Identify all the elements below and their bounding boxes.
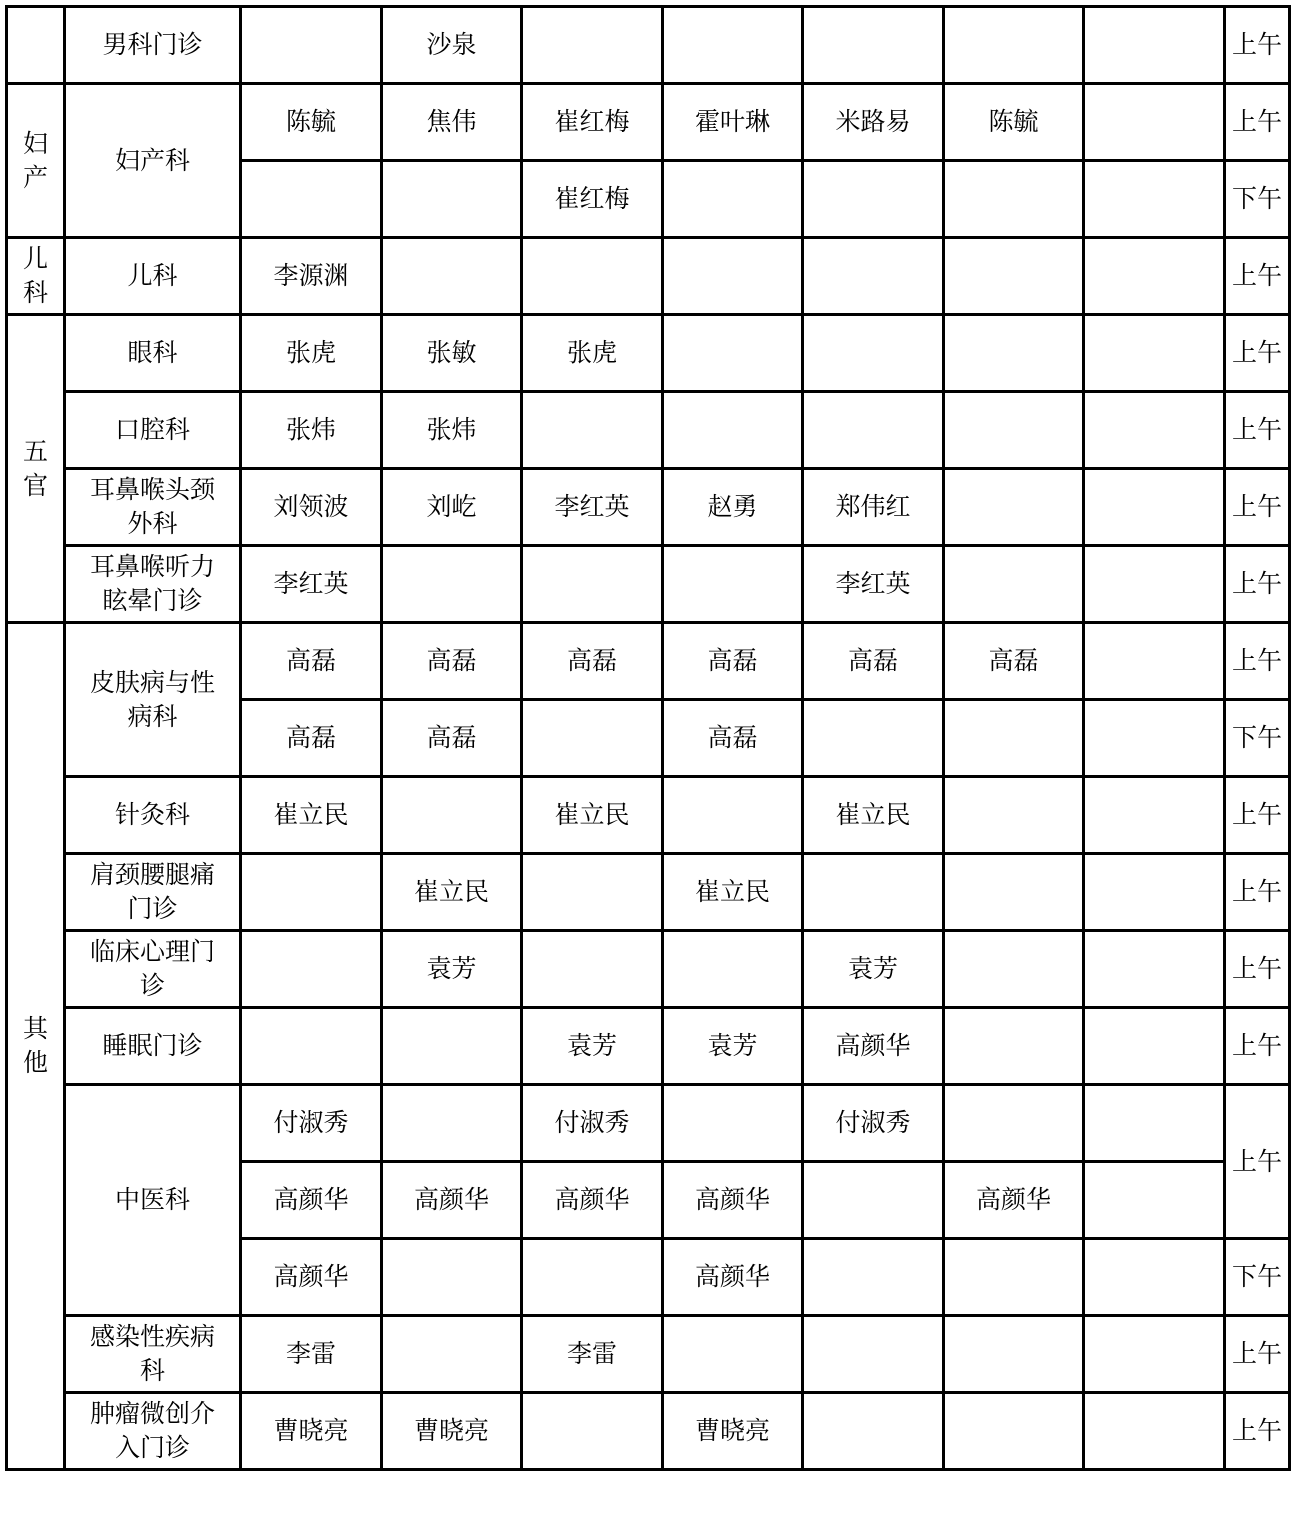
doctor-cell: 高颜华 <box>241 1162 382 1239</box>
doctor-cell: 刘屹 <box>382 469 522 546</box>
doctor-cell <box>1084 854 1225 931</box>
table-row <box>7 392 1290 469</box>
doctor-cell <box>522 546 663 623</box>
period-cell: 上午 <box>1225 392 1290 469</box>
doctor-cell <box>522 700 663 777</box>
group-cell <box>7 7 65 84</box>
doctor-cell <box>1084 931 1225 1008</box>
department-cell: 耳鼻喉头颈外科 <box>65 469 241 546</box>
department-cell: 眼科 <box>65 315 241 392</box>
doctor-cell: 高颜华 <box>382 1162 522 1239</box>
period-cell: 上午 <box>1225 238 1290 315</box>
table-row <box>7 84 1290 161</box>
period-cell: 下午 <box>1225 161 1290 238</box>
doctor-cell <box>1084 1085 1225 1162</box>
doctor-cell <box>803 315 944 392</box>
doctor-cell: 赵勇 <box>663 469 803 546</box>
doctor-cell: 张虎 <box>241 315 382 392</box>
doctor-cell <box>944 1085 1084 1162</box>
doctor-cell <box>944 1008 1084 1085</box>
doctor-cell <box>1084 1239 1225 1316</box>
department-cell: 临床心理门诊 <box>65 931 241 1008</box>
doctor-cell <box>1084 469 1225 546</box>
doctor-cell <box>663 1085 803 1162</box>
table-row <box>7 1008 1290 1085</box>
doctor-cell <box>944 546 1084 623</box>
table-row <box>7 7 1290 84</box>
doctor-cell: 陈毓 <box>944 84 1084 161</box>
doctor-cell: 高磊 <box>803 623 944 700</box>
doctor-cell <box>944 931 1084 1008</box>
doctor-cell <box>803 1316 944 1393</box>
doctor-cell <box>944 1393 1084 1470</box>
department-cell: 皮肤病与性病科 <box>65 623 241 777</box>
doctor-cell: 崔立民 <box>241 777 382 854</box>
group-cell: 五官 <box>7 315 65 623</box>
doctor-cell: 刘领波 <box>241 469 382 546</box>
table-row <box>7 1085 1290 1162</box>
period-cell: 上午 <box>1225 1393 1290 1470</box>
doctor-cell <box>803 161 944 238</box>
group-cell: 妇产 <box>7 84 65 238</box>
doctor-cell <box>1084 546 1225 623</box>
doctor-cell: 崔立民 <box>663 854 803 931</box>
doctor-cell: 李源渊 <box>241 238 382 315</box>
doctor-cell <box>944 1316 1084 1393</box>
table-row <box>7 623 1290 700</box>
doctor-cell <box>522 1239 663 1316</box>
department-cell: 儿科 <box>65 238 241 315</box>
doctor-cell: 张虎 <box>522 315 663 392</box>
doctor-cell: 曹晓亮 <box>663 1393 803 1470</box>
department-cell: 针灸科 <box>65 777 241 854</box>
doctor-cell: 袁芳 <box>803 931 944 1008</box>
doctor-cell <box>803 1393 944 1470</box>
doctor-cell: 崔立民 <box>803 777 944 854</box>
department-cell: 男科门诊 <box>65 7 241 84</box>
doctor-cell <box>663 238 803 315</box>
doctor-cell <box>1084 315 1225 392</box>
doctor-cell: 李雷 <box>522 1316 663 1393</box>
doctor-cell <box>803 238 944 315</box>
doctor-cell <box>1084 777 1225 854</box>
period-cell: 上午 <box>1225 1008 1290 1085</box>
doctor-cell <box>522 1393 663 1470</box>
department-cell: 妇产科 <box>65 84 241 238</box>
table-row <box>7 1316 1290 1393</box>
doctor-cell <box>803 1162 944 1239</box>
department-cell: 感染性疾病科 <box>65 1316 241 1393</box>
table-row <box>7 546 1290 623</box>
doctor-cell: 张炜 <box>382 392 522 469</box>
doctor-cell: 付淑秀 <box>522 1085 663 1162</box>
doctor-cell <box>1084 1316 1225 1393</box>
doctor-cell: 高磊 <box>522 623 663 700</box>
table-row <box>7 854 1290 931</box>
doctor-cell <box>803 392 944 469</box>
doctor-cell <box>1084 84 1225 161</box>
doctor-cell: 袁芳 <box>522 1008 663 1085</box>
doctor-cell: 高磊 <box>944 623 1084 700</box>
doctor-cell <box>1084 1008 1225 1085</box>
table-row <box>7 931 1290 1008</box>
doctor-cell <box>1084 1393 1225 1470</box>
doctor-cell: 高磊 <box>241 700 382 777</box>
doctor-cell: 李红英 <box>241 546 382 623</box>
doctor-cell <box>803 700 944 777</box>
doctor-cell <box>944 392 1084 469</box>
doctor-cell: 袁芳 <box>382 931 522 1008</box>
period-cell: 上午 <box>1225 777 1290 854</box>
doctor-cell: 崔红梅 <box>522 84 663 161</box>
doctor-cell <box>944 238 1084 315</box>
period-cell: 下午 <box>1225 1239 1290 1316</box>
doctor-cell <box>663 7 803 84</box>
doctor-cell <box>522 854 663 931</box>
doctor-cell: 高颜华 <box>663 1239 803 1316</box>
period-cell: 下午 <box>1225 700 1290 777</box>
doctor-cell <box>803 1239 944 1316</box>
period-cell: 上午 <box>1225 7 1290 84</box>
period-cell: 上午 <box>1225 623 1290 700</box>
doctor-cell: 崔立民 <box>522 777 663 854</box>
doctor-cell: 高颜华 <box>522 1162 663 1239</box>
table-row <box>7 1393 1290 1470</box>
period-cell: 上午 <box>1225 315 1290 392</box>
doctor-cell: 李红英 <box>803 546 944 623</box>
doctor-cell <box>241 1008 382 1085</box>
doctor-cell <box>1084 161 1225 238</box>
doctor-cell <box>663 1316 803 1393</box>
doctor-cell: 高颜华 <box>803 1008 944 1085</box>
doctor-cell: 高磊 <box>241 623 382 700</box>
period-cell: 上午 <box>1225 546 1290 623</box>
doctor-cell <box>944 161 1084 238</box>
doctor-cell <box>382 546 522 623</box>
doctor-cell <box>944 315 1084 392</box>
group-cell: 其他 <box>7 623 65 1470</box>
doctor-cell <box>522 392 663 469</box>
period-cell: 上午 <box>1225 1316 1290 1393</box>
table-row <box>7 777 1290 854</box>
doctor-cell <box>382 1316 522 1393</box>
doctor-cell <box>944 700 1084 777</box>
doctor-cell <box>382 1085 522 1162</box>
doctor-cell <box>382 1239 522 1316</box>
doctor-cell <box>944 469 1084 546</box>
doctor-cell <box>944 854 1084 931</box>
doctor-cell <box>1084 238 1225 315</box>
doctor-cell <box>1084 7 1225 84</box>
doctor-cell: 付淑秀 <box>803 1085 944 1162</box>
doctor-cell: 李红英 <box>522 469 663 546</box>
doctor-cell: 张炜 <box>241 392 382 469</box>
department-cell: 肩颈腰腿痛门诊 <box>65 854 241 931</box>
doctor-cell <box>382 777 522 854</box>
doctor-cell <box>663 315 803 392</box>
period-cell: 上午 <box>1225 854 1290 931</box>
doctor-cell: 陈毓 <box>241 84 382 161</box>
doctor-cell <box>382 238 522 315</box>
group-cell: 儿科 <box>7 238 65 315</box>
doctor-cell <box>944 1239 1084 1316</box>
doctor-cell: 焦伟 <box>382 84 522 161</box>
doctor-cell <box>663 161 803 238</box>
doctor-cell <box>522 7 663 84</box>
doctor-cell: 高磊 <box>382 700 522 777</box>
doctor-cell <box>663 392 803 469</box>
doctor-cell: 袁芳 <box>663 1008 803 1085</box>
table-row <box>7 469 1290 546</box>
doctor-cell: 高磊 <box>663 623 803 700</box>
doctor-cell <box>1084 623 1225 700</box>
doctor-cell <box>241 854 382 931</box>
department-cell: 口腔科 <box>65 392 241 469</box>
period-cell: 上午 <box>1225 469 1290 546</box>
doctor-cell: 李雷 <box>241 1316 382 1393</box>
doctor-cell: 崔红梅 <box>522 161 663 238</box>
doctor-cell: 高磊 <box>382 623 522 700</box>
doctor-cell: 沙泉 <box>382 7 522 84</box>
doctor-cell: 张敏 <box>382 315 522 392</box>
doctor-cell <box>382 161 522 238</box>
doctor-cell: 高颜华 <box>663 1162 803 1239</box>
doctor-cell <box>944 777 1084 854</box>
doctor-cell <box>1084 700 1225 777</box>
doctor-cell <box>663 546 803 623</box>
doctor-cell <box>241 931 382 1008</box>
clinic-schedule-table <box>5 5 1291 1471</box>
period-cell: 上午 <box>1225 931 1290 1008</box>
doctor-cell <box>944 7 1084 84</box>
department-cell: 睡眠门诊 <box>65 1008 241 1085</box>
doctor-cell: 曹晓亮 <box>241 1393 382 1470</box>
period-cell: 上午 <box>1225 84 1290 161</box>
doctor-cell <box>382 1008 522 1085</box>
table-row <box>7 238 1290 315</box>
doctor-cell <box>241 161 382 238</box>
doctor-cell: 米路易 <box>803 84 944 161</box>
doctor-cell <box>803 854 944 931</box>
doctor-cell <box>1084 1162 1225 1239</box>
doctor-cell: 付淑秀 <box>241 1085 382 1162</box>
doctor-cell: 高磊 <box>663 700 803 777</box>
department-cell: 中医科 <box>65 1085 241 1316</box>
period-cell: 上午 <box>1225 1085 1290 1239</box>
doctor-cell <box>663 777 803 854</box>
doctor-cell <box>241 7 382 84</box>
table-row <box>7 315 1290 392</box>
doctor-cell <box>1084 392 1225 469</box>
department-cell: 耳鼻喉听力眩晕门诊 <box>65 546 241 623</box>
doctor-cell: 高颜华 <box>241 1239 382 1316</box>
doctor-cell: 霍叶琳 <box>663 84 803 161</box>
doctor-cell <box>663 931 803 1008</box>
doctor-cell <box>522 931 663 1008</box>
doctor-cell: 郑伟红 <box>803 469 944 546</box>
doctor-cell <box>803 7 944 84</box>
doctor-cell: 高颜华 <box>944 1162 1084 1239</box>
doctor-cell <box>522 238 663 315</box>
doctor-cell: 曹晓亮 <box>382 1393 522 1470</box>
department-cell: 肿瘤微创介入门诊 <box>65 1393 241 1470</box>
doctor-cell: 崔立民 <box>382 854 522 931</box>
